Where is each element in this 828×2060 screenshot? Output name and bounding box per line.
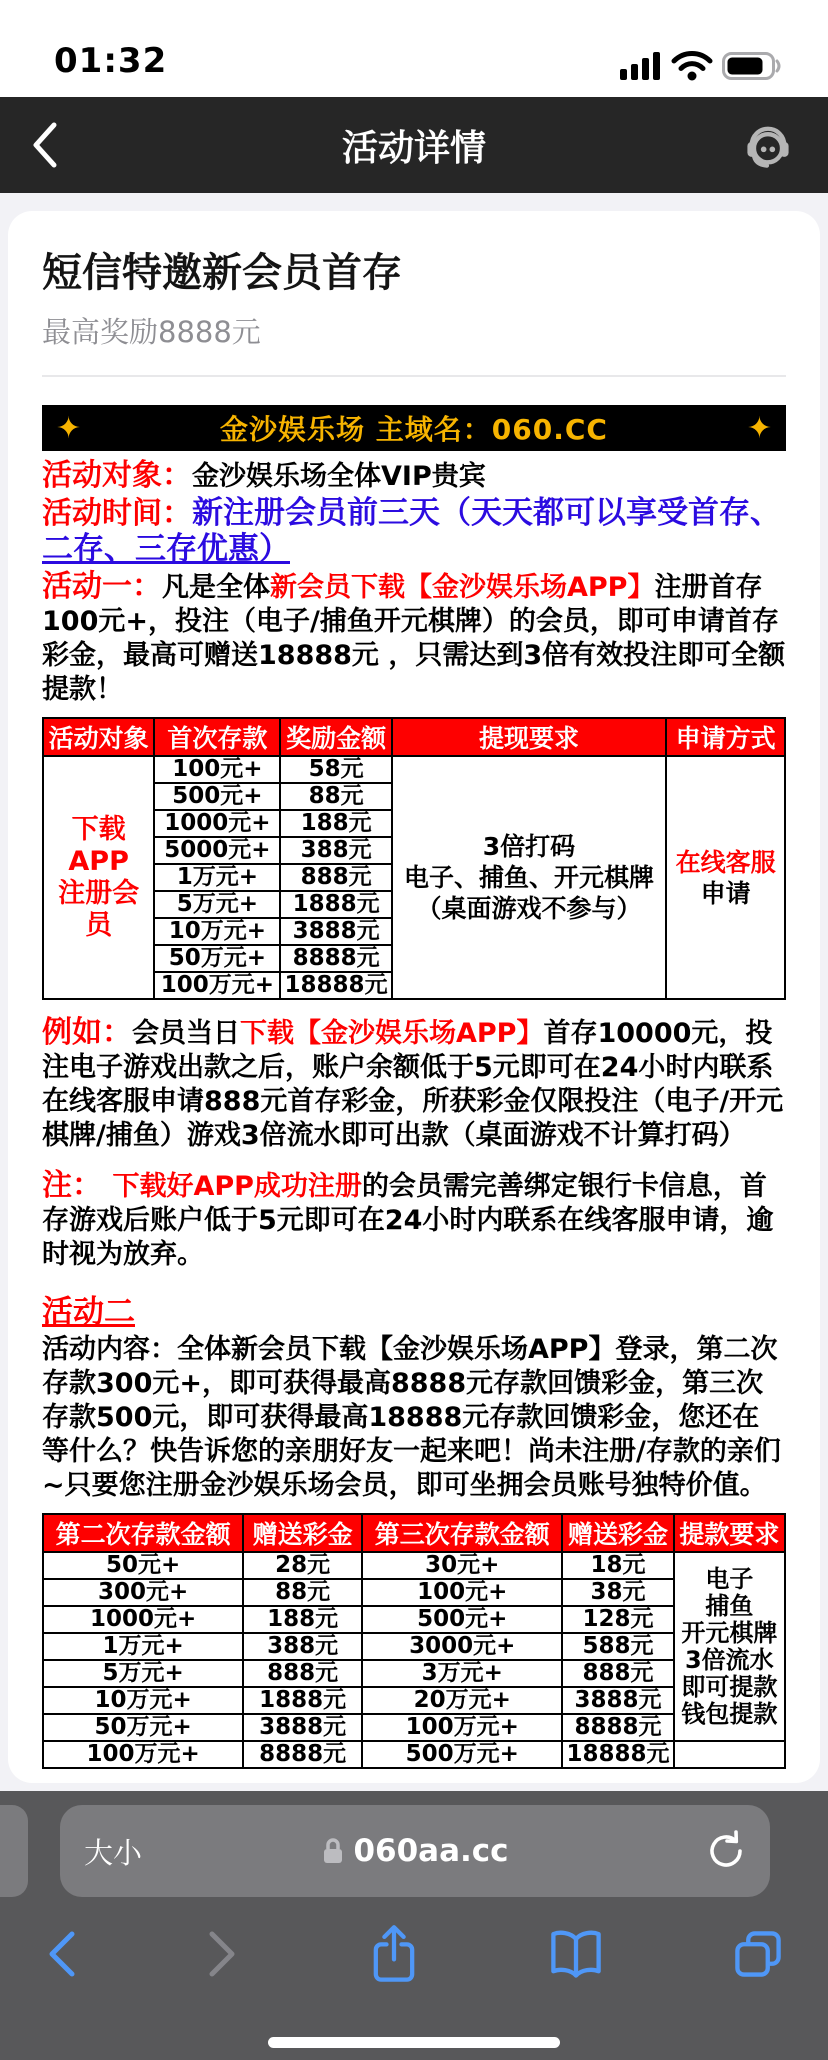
amount-cell: 888元 (562, 1660, 673, 1687)
column-header: 奖励金额 (280, 718, 391, 756)
amount-cell: 28元 (243, 1552, 362, 1579)
forward-icon[interactable] (206, 1928, 240, 1980)
amount-cell: 3万元+ (362, 1660, 562, 1687)
back-icon[interactable] (30, 121, 58, 169)
amount-cell: 20万元+ (362, 1687, 562, 1714)
withdraw-requirement-cell: 3倍打码 电子、捕鱼、开元棋牌 （桌面游戏不参与） (392, 756, 667, 999)
activity-time-text-underlined: 二存、三存优惠） (42, 531, 290, 567)
amount-cell: 58元 (280, 756, 391, 783)
amount-cell: 100万元+ (154, 972, 280, 999)
url-field (321, 1833, 508, 1869)
amount-cell: 18元 (562, 1552, 673, 1579)
table-row (43, 1741, 785, 1768)
back-icon[interactable] (44, 1928, 78, 1980)
amount-cell: 18888元 (562, 1741, 673, 1768)
cellular-signal-icon (620, 51, 662, 81)
activity-two-title: 活动二 (42, 1294, 135, 1330)
amount-cell: 1888元 (243, 1687, 362, 1714)
amount-cell: 3888元 (280, 918, 391, 945)
share-icon[interactable] (368, 1923, 420, 1985)
example-paragraph (42, 1016, 786, 1153)
amount-cell: 50万元+ (43, 1714, 243, 1741)
divider (42, 375, 786, 377)
t2-header-row (43, 1514, 785, 1552)
amount-cell: 50元+ (43, 1552, 243, 1579)
amount-cell: 3888元 (562, 1687, 673, 1714)
t1-header-row (43, 718, 785, 756)
promo-article (8, 211, 820, 1783)
text-size-button[interactable]: 大小 (84, 1835, 143, 1870)
activity-one-label: 活动一： (42, 569, 162, 604)
amount-cell: 10万元+ (43, 1687, 243, 1714)
example-label: 例如： (42, 1015, 132, 1050)
apply-method-cell: 在线客服 申请 (666, 756, 785, 999)
amount-cell: 5万元+ (43, 1660, 243, 1687)
repeat-deposit-table (42, 1513, 786, 1769)
adjacent-tab-preview[interactable] (0, 1805, 28, 1897)
column-header: 活动对象 (43, 718, 154, 756)
amount-cell: 10万元+ (154, 918, 280, 945)
url-text: 060aa.cc (353, 1833, 509, 1869)
ornament-right-icon: ✦ (746, 410, 772, 446)
note-highlight: 下载好APP成功注册 (112, 1171, 362, 1202)
amount-cell: 100元+ (154, 756, 280, 783)
amount-cell: 8888元 (562, 1714, 673, 1741)
amount-cell: 1万元+ (154, 864, 280, 891)
banner-text: 金沙娱乐场 主域名：060.CC (220, 413, 608, 446)
note-text: 的会员需完善绑定银行卡信息，首存游戏后账户低于5元即可在24小时内联系在线客服申请，逾时视为放弃。 (42, 1171, 774, 1270)
amount-cell: 1万元+ (43, 1633, 243, 1660)
t2-body (43, 1552, 785, 1768)
amount-cell: 100元+ (362, 1579, 562, 1606)
amount-cell: 88元 (280, 783, 391, 810)
amount-cell: 588元 (562, 1633, 673, 1660)
amount-cell: 500万元+ (362, 1741, 562, 1768)
activity-target-paragraph (42, 459, 786, 494)
amount-cell: 388元 (280, 837, 391, 864)
safari-bottom-bar (0, 1791, 828, 2060)
amount-cell: 88元 (243, 1579, 362, 1606)
amount-cell: 888元 (243, 1660, 362, 1687)
tabs-icon[interactable] (732, 1928, 784, 1980)
amount-cell: 50万元+ (154, 945, 280, 972)
column-header: 提现要求 (392, 718, 667, 756)
note-paragraph (42, 1169, 786, 1272)
column-header: 提款要求 (674, 1514, 785, 1552)
status-time: 01:32 (54, 41, 168, 81)
amount-cell: 1000元+ (154, 810, 280, 837)
activity-one-highlight: 新会员下载【金沙娱乐场APP】 (270, 572, 655, 603)
page-title: 活动详情 (341, 127, 486, 169)
empty-cell (674, 1741, 785, 1768)
home-indicator[interactable] (268, 2037, 560, 2048)
amount-cell: 188元 (243, 1606, 362, 1633)
amount-cell: 5万元+ (154, 891, 280, 918)
amount-cell: 500元+ (362, 1606, 562, 1633)
activity-time-label: 活动时间： (42, 496, 192, 531)
amount-cell: 5000元+ (154, 837, 280, 864)
column-header: 赠送彩金 (243, 1514, 362, 1552)
table-row (43, 1552, 785, 1579)
ornament-left-icon: ✦ (56, 410, 82, 446)
activity-one-text-2: 注册首存100元+，投注（电子/捕鱼开元棋牌）的会员，即可申请首存彩金，最高可赠送18888元 ，只需达到3倍有效投注即可全额提款！ (42, 572, 786, 705)
amount-cell: 500元+ (154, 783, 280, 810)
activity-two-paragraph: 活动内容：全体新会员下载【金沙娱乐场APP】登录，第二次存款300元+，即可获得最高8888元存款回馈彩金，第三次存款500元，即可获得最高18888元存款回馈彩金，您还在等什么？快告诉您的亲朋好友一起来吧！尚未注册/存款的亲们~只要您注册金沙娱乐场会员，即可坐拥会员账号独特价值。 (42, 1334, 781, 1501)
amount-cell: 188元 (280, 810, 391, 837)
reload-icon[interactable] (702, 1827, 750, 1875)
table-row (43, 756, 785, 783)
amount-cell: 300元+ (43, 1579, 243, 1606)
member-cell: 下载APP 注册会员 (43, 756, 154, 999)
lock-icon (321, 1836, 345, 1866)
column-header: 赠送彩金 (562, 1514, 673, 1552)
page-content (0, 193, 828, 1791)
battery-icon (722, 52, 782, 80)
brand-banner (42, 405, 786, 451)
wifi-icon (672, 51, 712, 81)
example-text: 会员当日 (132, 1018, 240, 1049)
t1-body (43, 756, 785, 999)
amount-cell: 38元 (562, 1579, 673, 1606)
amount-cell: 888元 (280, 864, 391, 891)
amount-cell: 388元 (243, 1633, 362, 1660)
activity-time-paragraph (42, 496, 786, 568)
amount-cell: 100万元+ (43, 1741, 243, 1768)
bookmarks-icon[interactable] (548, 1928, 604, 1980)
column-header: 申请方式 (666, 718, 785, 756)
status-icons (620, 51, 782, 81)
activity-target-text: 金沙娱乐场全体VIP贵宾 (192, 461, 486, 492)
withdraw-requirement-cell: 电子 捕鱼 开元棋牌 3倍流水 即可提款 钱包提款 (674, 1552, 785, 1741)
column-header: 首次存款 (154, 718, 280, 756)
activity-one-paragraph (42, 570, 786, 707)
browser-toolbar (0, 1919, 828, 1989)
amount-cell: 128元 (562, 1606, 673, 1633)
first-deposit-table (42, 717, 786, 1000)
amount-cell: 1888元 (280, 891, 391, 918)
amount-cell: 8888元 (243, 1741, 362, 1768)
example-highlight: 下载【金沙娱乐场APP】 (240, 1018, 544, 1049)
customer-service-headset-icon[interactable] (742, 119, 794, 171)
amount-cell: 1000元+ (43, 1606, 243, 1633)
column-header: 第三次存款金额 (362, 1514, 562, 1552)
url-bar[interactable] (60, 1805, 770, 1897)
activity-target-label: 活动对象： (42, 458, 192, 493)
amount-cell: 3000元+ (362, 1633, 562, 1660)
amount-cell: 8888元 (280, 945, 391, 972)
nav-header (0, 97, 828, 193)
note-label: 注： (42, 1168, 113, 1203)
status-bar (0, 0, 828, 97)
amount-cell: 3888元 (243, 1714, 362, 1741)
amount-cell: 100万元+ (362, 1714, 562, 1741)
article-title: 短信特邀新会员首存 (42, 250, 402, 296)
amount-cell: 18888元 (280, 972, 391, 999)
amount-cell: 30元+ (362, 1552, 562, 1579)
activity-time-text: 新注册会员前三天（天天都可以享受首存、 (192, 495, 781, 531)
activity-one-text: 凡是全体 (162, 572, 270, 603)
column-header: 第二次存款金额 (43, 1514, 243, 1552)
article-subtitle: 最高奖励8888元 (42, 315, 261, 349)
example-text-2: 首存10000元，投注电子游戏出款之后，账户余额低于5元即可在24小时内联系在线客服申请888元首存彩金，所获彩金仅限投注（电子/开元棋牌/捕鱼）游戏3倍流水即可出款（桌面游戏不计算打码） (42, 1018, 784, 1151)
